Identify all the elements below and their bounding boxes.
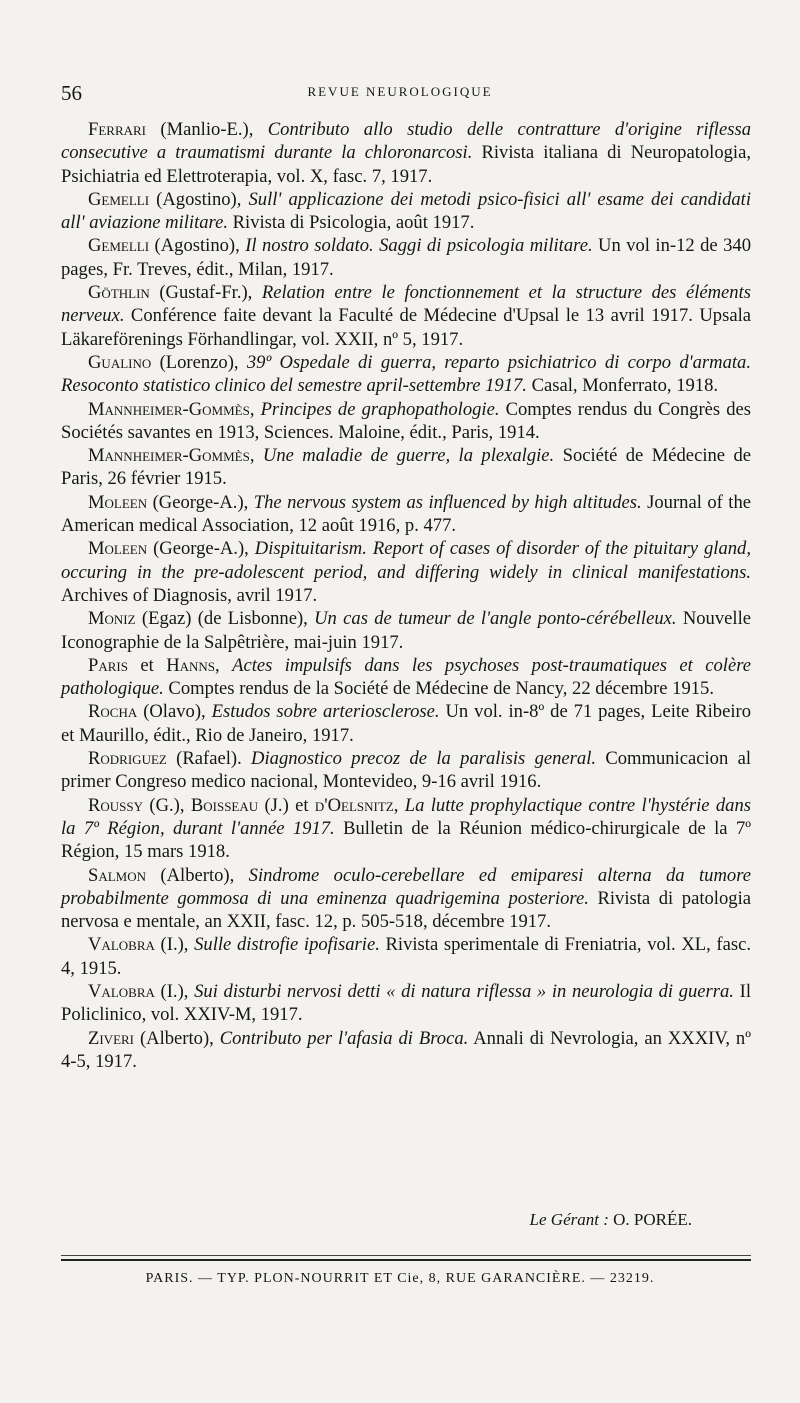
entry-source: Conférence faite devant la Faculté de Médecine d'Upsal le 13 avril 1917. Upsala Läkareförenings Förhandlingar, vol. XXII, nº 5, 1917. <box>61 305 751 350</box>
entry-source: Annali di Nevrologia, an XXXIV, nº 4-5, 1917. <box>61 1027 751 1072</box>
entry-text: (Alberto), <box>146 864 249 886</box>
entry-source: Société de Médecine de Paris, 26 février 1915. <box>61 445 751 490</box>
entry-source: Rivista sperimentale di Freniatria, vol. XL, fasc. 4, 1915. <box>61 934 752 979</box>
entry-author: Roussy <box>88 794 144 816</box>
entry-title: Sindrome oculo-cerebellare ed emiparesi alterna da tumore probabilmente gommosa di una eminenza quadrigemina posteriore. <box>61 864 751 909</box>
entry-text: (Olavo), <box>137 701 212 723</box>
gerant-line <box>530 1210 692 1230</box>
entry-text: (George-A.), <box>147 491 254 513</box>
entry-title: Sulle distrofie ipofisarie. <box>194 934 380 956</box>
entry-author: Salmon <box>88 864 147 886</box>
entry-source: Nouvelle Iconographie de la Salpêtrière, mai-juin 1917. <box>61 608 751 653</box>
entry-title: Un cas de tumeur de l'angle ponto-cérébelleux. <box>314 608 677 630</box>
entry-text: (Manlio-E.), <box>146 119 268 140</box>
bibliography-entry <box>61 700 751 747</box>
bibliography-entry <box>61 234 751 281</box>
entry-source: Un vol in-12 de 340 pages, Fr. Treves, édit., Milan, 1917. <box>61 235 751 280</box>
entry-title: Une maladie de guerre, la plexalgie. <box>262 445 555 467</box>
entry-author: Rocha <box>88 701 138 723</box>
entry-title: Actes impulsifs dans les psychoses post-traumatiques et colère pathologique. <box>61 654 752 700</box>
entry-text: , <box>249 445 263 467</box>
entry-source: Comptes rendus de la Société de Médecine de Nancy, 22 décembre 1915. <box>163 678 715 700</box>
entry-text: (I.), <box>154 934 195 956</box>
entry-source: Rivista di patologia nervosa e mentale, an XXII, fasc. 12, p. 505-518, décembre 1917. <box>61 887 751 933</box>
entry-title: 39º Ospedale di guerra, reparto psichiatrico di corpo d'armata. Resoconto statistico clinico del semestre april-settembre 1917. <box>61 351 751 397</box>
imprint-line: PARIS. — TYP. PLON-NOURRIT ET Cie, 8, RUE GARANCIÈRE. — 23219. <box>145 1271 655 1286</box>
bibliography-entry <box>61 794 751 864</box>
bibliography-entry <box>61 398 751 445</box>
entry-text: , <box>249 398 261 420</box>
entry-author: Paris <box>88 654 128 676</box>
bibliography-entry <box>61 444 751 491</box>
page-number: 56 <box>61 81 82 105</box>
bibliography-entry <box>61 864 751 934</box>
entry-title: Dispituitarism. Report of cases of disorder of the pituitary gland, occuring in the pre-adolescent period, and differing widely in clinical manifestations. <box>61 538 751 583</box>
entry-author: Moleen <box>88 491 148 513</box>
entry-author: Göthlin <box>88 282 150 304</box>
entry-source: Il Policlinico, vol. XXIV-M, 1917. <box>61 980 751 1026</box>
entry-author: Ziveri <box>88 1027 135 1049</box>
entry-source: Bulletin de la Réunion médico-chirurgicale de la 7º Région, 15 mars 1918. <box>61 817 752 863</box>
entry-title: Sull' applicazione dei metodi psico-fisici all' esame dei candidati all' aviazione militare. <box>61 188 751 234</box>
entry-text: (George-A.), <box>147 538 255 560</box>
bibliography-entry <box>61 351 751 398</box>
bibliography-entry <box>61 188 751 235</box>
bibliography-entry <box>61 654 751 701</box>
entry-text: (J.) et <box>258 794 315 816</box>
entry-author: Boisseau <box>190 794 259 816</box>
entry-text: (Rafael). <box>166 748 252 770</box>
bibliography-entry <box>61 980 751 1027</box>
entry-title: Il nostro soldato. Saggi di psicologia militare. <box>245 235 593 257</box>
entry-source: Communicacion al primer Congreso medico nacional, Montevideo, 9-16 avril 1916. <box>61 748 751 793</box>
entry-text: (Agostino), <box>149 235 246 257</box>
entry-source: Comptes rendus du Congrès des Sociétés savantes en 1913, Sciences. Maloine, édit., Paris, 1914. <box>61 398 751 443</box>
entry-title: The nervous system as influenced by high altitudes. <box>253 491 642 513</box>
bibliography-entry <box>61 491 751 538</box>
entry-text: (I.), <box>154 980 195 1002</box>
bibliography-entry <box>61 118 751 188</box>
entry-text: (G.), <box>143 794 191 816</box>
footer-rule-thick <box>61 1259 751 1261</box>
entry-author: Moleen <box>88 538 148 560</box>
bibliography-entry <box>61 607 751 654</box>
entry-text: , <box>215 654 233 676</box>
entry-author: Rodriguez <box>88 748 167 770</box>
bibliography-entry <box>61 747 751 794</box>
entry-author: Mannheimer-Gommès <box>88 398 250 420</box>
entry-author: Mannheimer-Gommès <box>88 445 250 467</box>
entry-author: Gemelli <box>88 188 150 210</box>
bibliography-list <box>61 118 751 1073</box>
entry-source: Journal of the American medical Association, 12 août 1916, p. 477. <box>61 491 752 537</box>
entry-text: (Agostino), <box>149 188 249 210</box>
entry-text: (Egaz) (de Lisbonne), <box>135 608 315 630</box>
entry-text: , <box>393 794 405 816</box>
gerant-label: Le Gérant : <box>529 1210 609 1229</box>
footer-rule-thin <box>61 1255 751 1256</box>
entry-author: Valobra <box>88 980 155 1002</box>
entry-text: (Gustaf-Fr.), <box>149 282 262 304</box>
bibliography-entry <box>61 281 751 351</box>
entry-source: Rivista italiana di Neuropatologia, Psichiatria ed Elettroterapia, vol. X, fasc. 7, 1917. <box>61 142 751 187</box>
bibliography-entry <box>61 933 751 980</box>
gerant-name: O. PORÉE. <box>613 1210 692 1229</box>
entry-author: Hanns <box>166 654 216 676</box>
entry-source: Archives of Diagnosis, avril 1917. <box>61 584 318 606</box>
entry-author: Gualino <box>88 351 152 373</box>
running-head: REVUE NEUROLOGIQUE <box>307 84 493 99</box>
entry-title: Diagnostico precoz de la paralisis general. <box>251 748 597 770</box>
entry-text: (Alberto), <box>134 1027 220 1049</box>
entry-source: Rivista di Psicologia, août 1917. <box>228 212 475 234</box>
entry-author: Gemelli <box>88 235 150 257</box>
entry-author: Moniz <box>88 608 136 630</box>
entry-title: Estudos sobre arteriosclerose. <box>211 701 440 723</box>
bibliography-entry <box>61 537 751 607</box>
entry-source: Casal, Monferrato, 1918. <box>526 375 719 397</box>
entry-source: Un vol. in-8º de 71 pages, Leite Ribeiro et Maurillo, édit., Rio de Janeiro, 1917. <box>61 701 751 746</box>
entry-title: La lutte prophylactique contre l'hystérie dans la 7º Région, durant l'année 1917. <box>61 794 752 839</box>
entry-title: Contributo per l'afasia di Broca. <box>219 1027 469 1049</box>
entry-author: Ferrari <box>88 119 147 140</box>
entry-text: (Lorenzo), <box>151 351 247 373</box>
entry-title: Sui disturbi nervosi detti « di natura riflessa » in neurologia di guerra. <box>194 980 734 1002</box>
bibliography-entry <box>61 1027 751 1074</box>
entry-author: d'Oelsnitz <box>314 794 394 816</box>
entry-text: et <box>127 654 167 676</box>
entry-title: Principes de graphopathologie. <box>260 398 500 420</box>
entry-title: Contributo allo studio delle contratture d'origine riflessa consecutive a traumatismi durante la chloronarcosi. <box>61 119 751 164</box>
entry-title: Relation entre le fonctionnement et la structure des éléments nerveux. <box>61 282 752 327</box>
entry-author: Valobra <box>88 934 155 956</box>
